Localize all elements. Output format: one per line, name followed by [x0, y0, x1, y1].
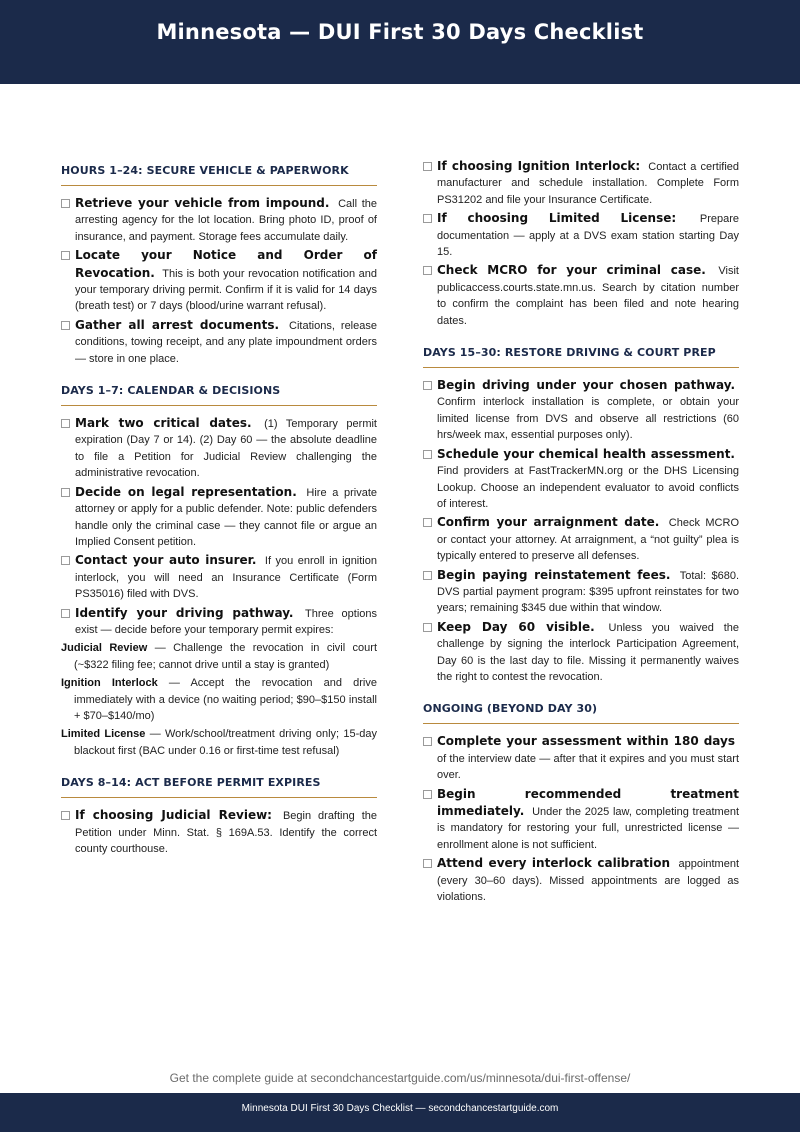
- item-text: Under the 2025 law, completing treatment is mandatory for restoring your full, unrestricted license — enrollment alone is not sufficient.: [437, 806, 740, 851]
- checkbox-icon[interactable]: [423, 859, 432, 868]
- footer-text: Minnesota DUI First 30 Days Checklist — secondchancestartguide.com: [241, 1103, 559, 1114]
- item-text: Confirm interlock installation is complete, or obtain your limited license from DVS and observe all restrictions (60 hrs/week max, essential purposes only).: [437, 396, 739, 442]
- item-lead: Confirm your arraignment date.: [437, 515, 660, 530]
- item-lead: Check MCRO for your criminal case.: [437, 263, 706, 278]
- pathway-name: Judicial Review: [61, 642, 148, 655]
- item-text: Total: $680. DVS partial payment program: $395 upfront reinstates for two years; remaining $345 due within that window.: [437, 569, 740, 615]
- checklist-item: [423, 446, 739, 513]
- section-ongoing: [423, 696, 739, 905]
- checkbox-icon[interactable]: [61, 321, 70, 330]
- checklist-item: [61, 807, 377, 857]
- item-text: Unless you waived the challenge by signing the interlock Participation Agreement, Day 60 is the last day to file. Missing it permanently waives the right to contest the revocation.: [437, 621, 739, 683]
- checkbox-icon[interactable]: [61, 419, 70, 428]
- checklist-item: [423, 786, 739, 854]
- checkbox-icon[interactable]: [423, 737, 432, 746]
- checklist-item: [61, 605, 377, 639]
- item-lead: Begin paying reinstatement fees.: [437, 567, 671, 582]
- item-lead: If choosing Limited License:: [437, 211, 677, 226]
- item-text: This is both your revocation notification and your temporary driving permit. Confirm if it is valid for 14 days (breath test) or 7 days (blood/urine warrant refusal).: [75, 267, 377, 313]
- checklist-item: [61, 415, 377, 482]
- pathway-text: — Challenge the revocation in civil court (~$322 filing fee; cannot drive until a stay is granted): [74, 642, 378, 671]
- item-lead: If choosing Judicial Review:: [75, 808, 272, 823]
- item-text: Hire a private attorney or apply for a public defender. Note: public defenders handle only the criminal case — they cannot file or argue an Implied Consent petition.: [75, 486, 377, 548]
- pathway-option: [61, 675, 377, 724]
- item-lead: Complete your assessment within 180 days: [437, 734, 735, 749]
- item-text: Begin drafting the Petition under Minn. Stat. § 169A.53. Identify the correct county courthouse.: [75, 810, 377, 855]
- section-title: DAYS 15–30: RESTORE DRIVING & COURT PREP: [423, 340, 739, 368]
- checklist-item: [423, 514, 739, 564]
- checkbox-icon[interactable]: [61, 556, 70, 565]
- checklist-item: [423, 733, 739, 783]
- section-title: DAYS 1–7: CALENDAR & DECISIONS: [61, 378, 377, 406]
- item-text: Call the arresting agency for the lot location. Bring photo ID, proof of insurance, and payment. Storage fees accumulate daily.: [75, 198, 377, 243]
- checkbox-icon[interactable]: [61, 609, 70, 618]
- checklist-item: [61, 195, 377, 245]
- item-lead: Attend every interlock calibration: [437, 856, 671, 871]
- item-lead: Mark two critical dates.: [75, 416, 252, 431]
- pathway-option: [61, 726, 377, 759]
- checklist-item: [423, 377, 739, 444]
- item-lead: Keep Day 60 visible.: [437, 619, 595, 634]
- item-lead: Identify your driving pathway.: [75, 605, 294, 620]
- pathway-name: Ignition Interlock: [61, 677, 158, 690]
- checkbox-icon[interactable]: [61, 811, 70, 820]
- checkbox-icon[interactable]: [423, 162, 432, 171]
- pathway-name: Limited License: [61, 728, 146, 741]
- header-bar: [0, 0, 800, 84]
- item-lead: Decide on legal representation.: [75, 484, 297, 499]
- item-lead: Contact your auto insurer.: [75, 553, 257, 568]
- checkbox-icon[interactable]: [423, 214, 432, 223]
- checkbox-icon[interactable]: [423, 266, 432, 275]
- item-lead: Begin driving under your chosen pathway.: [437, 378, 735, 393]
- checkbox-icon[interactable]: [423, 381, 432, 390]
- pathway-option: [61, 640, 377, 673]
- section-title: ONGOING (BEYOND DAY 30): [423, 696, 739, 724]
- item-text: If you enroll in ignition interlock, you will need an Insurance Certificate (Form PS35016) filed with DVS.: [75, 555, 377, 601]
- section-days-1-7: [61, 378, 377, 759]
- item-lead: Retrieve your vehicle from impound.: [75, 196, 330, 210]
- item-text: Visit publicaccess.courts.state.mn.us. Search by citation number to confirm the complaint has been filed and note hearing dates.: [437, 265, 739, 327]
- checklist-item: [423, 262, 739, 329]
- checklist-item: [61, 552, 377, 602]
- item-text: of the interview date — after that it expires and you must start over.: [437, 752, 739, 782]
- checkbox-icon[interactable]: [61, 199, 70, 208]
- footer-guide-link[interactable]: Get the complete guide at secondchancestartguide.com/us/minnesota/dui-first-offense/: [169, 1071, 631, 1085]
- checkbox-icon[interactable]: [423, 623, 432, 632]
- item-text: (1) Temporary permit expiration (Day 7 or 14). (2) Day 60 — the absolute deadline to file a Petition for Judicial Review challenging the administrative revocation.: [75, 418, 377, 480]
- checklist-item: [61, 484, 377, 551]
- section-title: HOURS 1–24: SECURE VEHICLE & PAPERWORK: [61, 158, 377, 186]
- item-text: Find providers at FastTrackerMN.org or the DHS Licensing Lookup. Choose an independent evaluator to avoid conflicts of interest.: [437, 465, 739, 510]
- checklist-item: [61, 317, 377, 367]
- checkbox-icon[interactable]: [61, 251, 70, 260]
- checkbox-icon[interactable]: [423, 450, 432, 459]
- checklist-item: [423, 855, 739, 905]
- item-text: Three options exist — decide before your temporary permit expires:: [75, 607, 377, 636]
- section-hours-1-24: [61, 158, 377, 367]
- section-days-8-14-continued: [423, 158, 739, 329]
- checklist-item: [423, 619, 739, 686]
- item-lead: Locate your Notice and Order of Revocation.: [75, 248, 377, 280]
- item-lead: Gather all arrest documents.: [75, 317, 280, 332]
- item-text: appointment (every 30–60 days). Missed appointments are logged as violations.: [437, 858, 740, 904]
- checkbox-icon[interactable]: [423, 790, 432, 799]
- item-text: Contact a certified manufacturer and schedule installation. Complete Form PS31202 and file your Insurance Certificate.: [437, 161, 739, 206]
- checklist-item: [423, 158, 739, 208]
- item-text: Prepare documentation — apply at a DVS exam station starting Day 15.: [437, 213, 739, 259]
- item-text: Check MCRO or contact your attorney. At arraignment, a “not guilty” plea is typically entered to preserve all defenses.: [437, 517, 739, 563]
- pathway-text: — Work/school/treatment driving only; 15-day blackout first (BAC under 0.16 or first-time test refusal): [74, 728, 378, 757]
- checkbox-icon[interactable]: [61, 488, 70, 497]
- pathway-text: — Accept the revocation and drive immediately with a device (no waiting period; $90–$150 install + $70–$140/mo): [74, 677, 377, 722]
- item-text: Citations, release conditions, towing receipt, and any plate impoundment orders — store in one place.: [75, 319, 377, 365]
- page-title: Minnesota — DUI First 30 Days Checklist: [156, 20, 644, 44]
- right-column: [423, 158, 739, 916]
- checkbox-icon[interactable]: [423, 571, 432, 580]
- section-title: DAYS 8–14: ACT BEFORE PERMIT EXPIRES: [61, 770, 377, 798]
- section-days-15-30: [423, 340, 739, 685]
- item-lead: If choosing Ignition Interlock:: [437, 159, 641, 173]
- left-column: [61, 158, 377, 868]
- checklist-item: [423, 567, 739, 617]
- section-days-8-14: [61, 770, 377, 857]
- checkbox-icon[interactable]: [423, 518, 432, 527]
- checklist-item: [423, 210, 739, 260]
- item-lead: Schedule your chemical health assessment.: [437, 446, 735, 461]
- checklist-item: [61, 247, 377, 315]
- item-lead: Begin recommended treatment immediately.: [437, 786, 739, 818]
